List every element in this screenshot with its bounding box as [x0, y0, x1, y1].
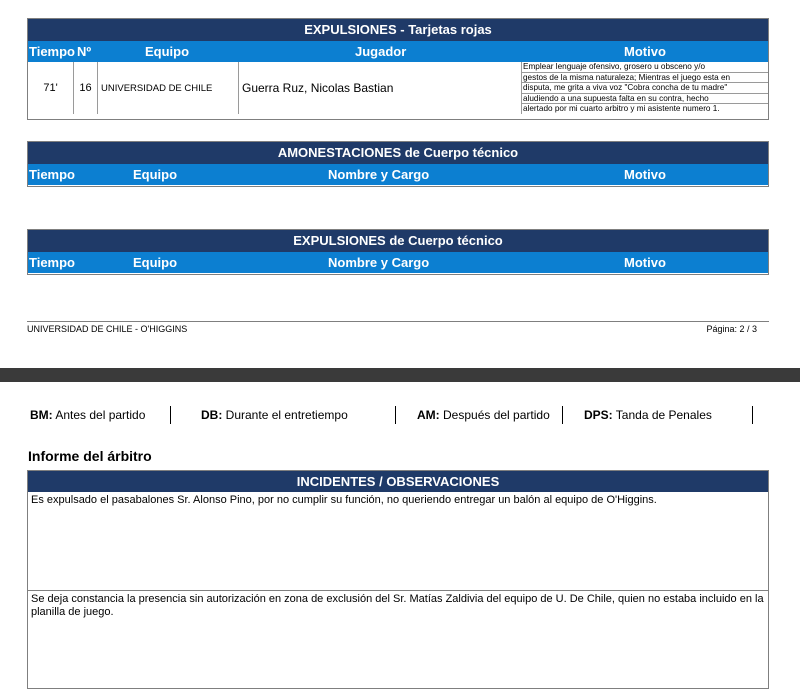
col-motivo: Motivo — [624, 44, 666, 59]
col-equipo: Equipo — [145, 44, 190, 59]
col-tiempo: Tiempo — [29, 167, 75, 182]
col-nombre: Nombre y Cargo — [328, 255, 430, 270]
col-nombre: Nombre y Cargo — [328, 167, 430, 182]
motivo-line: alertado por mi cuarto arbitro y mi asistente numero 1. — [523, 104, 720, 114]
report-page-3 — [0, 382, 800, 693]
legend-dps-code: DPS: — [584, 408, 613, 422]
legend-bm-text: Antes del partido — [55, 408, 146, 422]
red-card-row — [28, 62, 768, 114]
motivo-line: gestos de la misma naturaleza; Mientras el juego esta en — [522, 73, 768, 84]
staff-cautions-title: AMONESTACIONES de Cuerpo técnico — [28, 142, 768, 164]
red-card-tiempo: 71' — [28, 62, 74, 114]
red-cards-table — [27, 18, 769, 120]
col-motivo: Motivo — [624, 167, 666, 182]
legend-dps-text: Tanda de Penales — [615, 408, 712, 422]
legend-db-code: DB: — [201, 408, 223, 422]
col-tiempo: Tiempo — [29, 44, 75, 59]
legend-separator — [170, 406, 171, 424]
motivo-line: Emplear lenguaje ofensivo, grosero u obsceno y/o — [522, 62, 768, 73]
footer-match: UNIVERSIDAD DE CHILE - O'HIGGINS — [27, 324, 188, 334]
col-motivo: Motivo — [624, 255, 666, 270]
legend-bm-code: BM: — [30, 408, 53, 422]
red-card-equipo: UNIVERSIDAD DE CHILE — [98, 62, 239, 114]
legend-separator — [562, 406, 563, 424]
staff-expulsions-table — [27, 229, 769, 275]
incident-text: Es expulsado el pasabalones Sr. Alonso Pino, por no cumplir su función, no queriendo entregar un balón al equipo de O'Higgins. — [31, 494, 657, 506]
col-equipo: Equipo — [133, 167, 178, 182]
red-card-motivo — [522, 62, 768, 114]
incidents-table — [27, 470, 769, 689]
motivo-line: disputa, me grita a viva voz "Cobra concha de tu madre" — [522, 83, 768, 94]
incident-entry-1 — [28, 492, 768, 591]
legend-db-text: Durante el entretiempo — [225, 408, 348, 422]
legend-separator — [752, 406, 753, 424]
col-tiempo: Tiempo — [29, 255, 75, 270]
col-numero: Nº — [77, 44, 92, 59]
referee-report-heading: Informe del árbitro — [28, 448, 152, 464]
red-card-numero: 16 — [74, 62, 98, 114]
incident-text: Se deja constancia la presencia sin autorización en zona de exclusión del Sr. Matías Zaldivia del equipo de U. De Chile, quien no estaba incluido en la planilla de juego. — [31, 593, 764, 618]
red-card-jugador: Guerra Ruz, Nicolas Bastian — [239, 62, 522, 114]
incidents-title: INCIDENTES / OBSERVACIONES — [28, 471, 768, 492]
staff-expulsions-header — [28, 252, 768, 273]
col-equipo: Equipo — [133, 255, 178, 270]
staff-expulsions-title: EXPULSIONES de Cuerpo técnico — [28, 230, 768, 252]
page-separator — [0, 368, 800, 382]
incident-entry-2 — [28, 591, 768, 687]
red-cards-title: EXPULSIONES - Tarjetas rojas — [28, 19, 768, 41]
legend-am-text: Después del partido — [443, 408, 550, 422]
legend-separator — [395, 406, 396, 424]
staff-cautions-header — [28, 164, 768, 185]
col-jugador: Jugador — [355, 44, 407, 59]
motivo-line: aludiendo a una supuesta falta en su contra, hecho — [522, 94, 768, 105]
page-footer — [27, 321, 769, 334]
legend-am-code: AM: — [417, 408, 440, 422]
red-cards-header — [28, 41, 768, 62]
staff-cautions-table — [27, 141, 769, 187]
footer-page-number: Página: 2 / 3 — [706, 324, 757, 334]
